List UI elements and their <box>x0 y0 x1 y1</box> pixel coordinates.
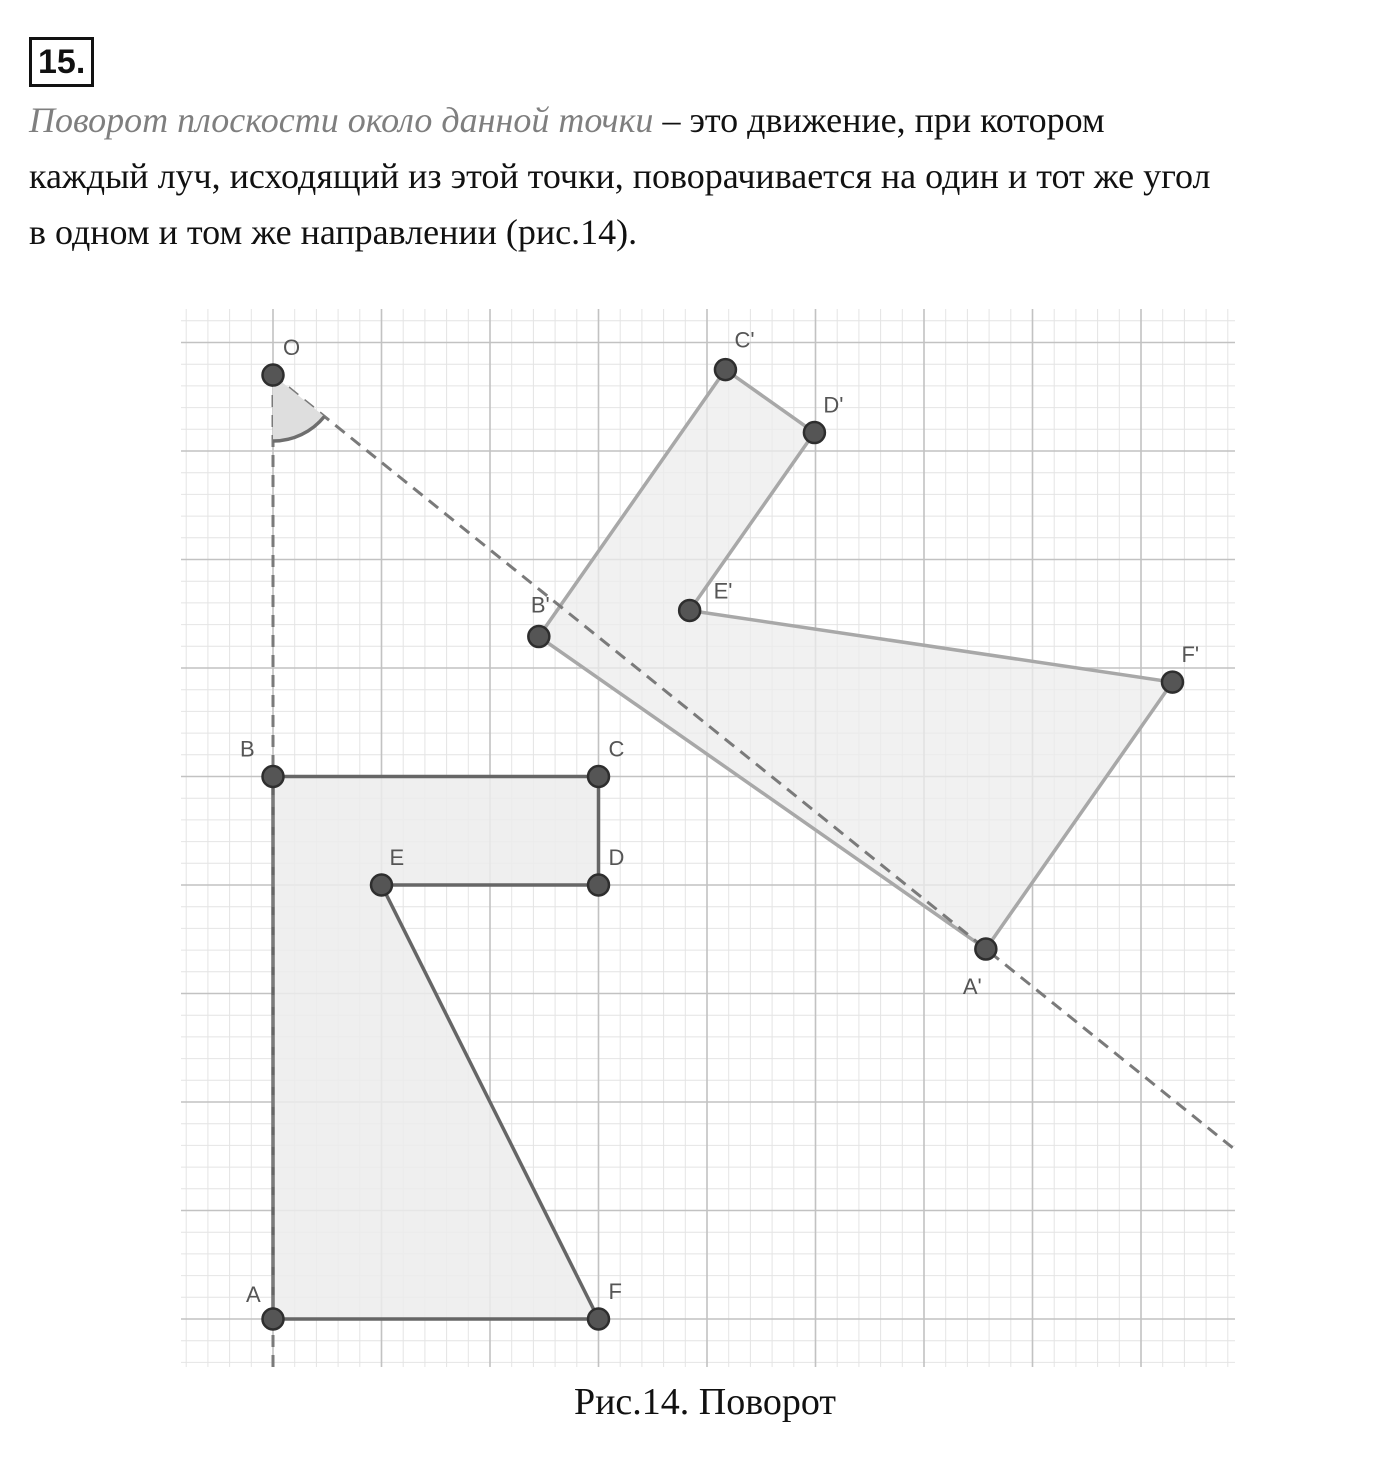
label-a: A <box>246 1282 261 1307</box>
point-o <box>263 365 284 386</box>
label-c1: C' <box>734 327 755 353</box>
label-d1: D' <box>823 392 844 418</box>
label-c: C <box>608 736 625 762</box>
point-b1 <box>528 626 549 647</box>
point-d1 <box>804 422 825 443</box>
point-a <box>263 1309 284 1330</box>
point-b <box>263 766 284 787</box>
label-b1: B' <box>530 592 550 618</box>
problem-number: 15. <box>29 37 94 87</box>
label-o: O <box>283 335 301 361</box>
point-c <box>588 766 609 787</box>
original-figure <box>273 777 599 1320</box>
label-e: E <box>389 845 405 870</box>
rotated-figure <box>539 370 1173 949</box>
label-b: B <box>240 736 255 762</box>
label-e1: E' <box>713 578 733 604</box>
label-a1: A' <box>962 974 982 1000</box>
figure-caption: Рис.14. Поворот <box>573 1381 837 1423</box>
point-d <box>588 875 609 896</box>
definition-line-1-rest: – это движение, при котором <box>653 100 1105 140</box>
label-f: F <box>608 1279 622 1304</box>
label-f1: F' <box>1181 642 1200 668</box>
point-a1 <box>975 939 996 960</box>
point-f1 <box>1162 672 1183 693</box>
definition-line-3: в одном и том же направлении (рис.14). <box>29 212 638 252</box>
point-f <box>588 1309 609 1330</box>
point-e1 <box>679 600 700 621</box>
label-d: D <box>608 845 625 870</box>
point-e <box>371 875 392 896</box>
definition-term: Поворот плоскости около данной точки <box>29 100 654 140</box>
definition-line-2: каждый луч, исходящий из этой точки, поворачивается на один и тот же угол <box>29 156 1211 196</box>
point-c1 <box>715 359 736 380</box>
